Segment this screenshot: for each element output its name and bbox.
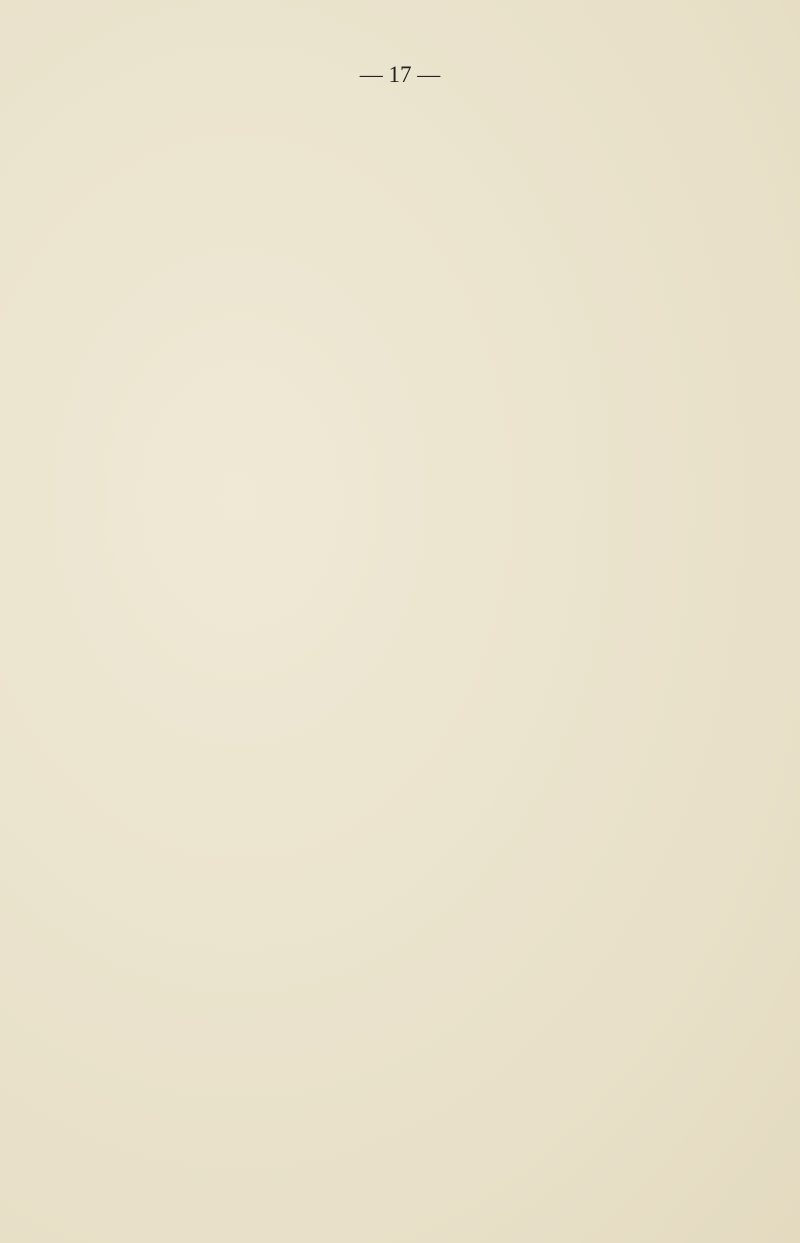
page-number: — 17 — (359, 62, 441, 87)
